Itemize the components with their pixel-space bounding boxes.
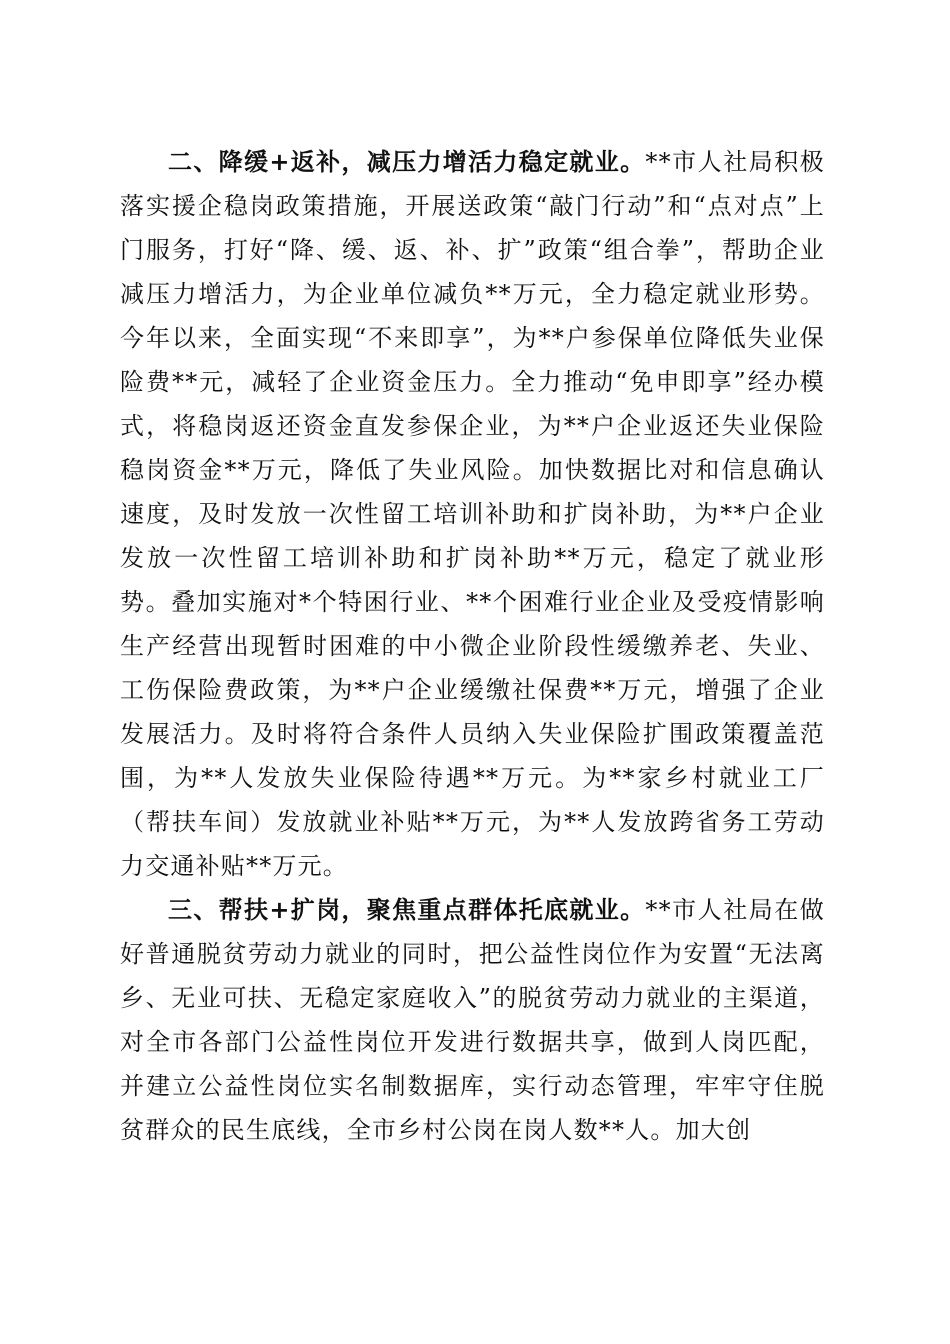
section-body-text: **市人社局积极落实援企稳岗政策措施，开展送政策“敲门行动”和“点对点”上门服务，打好“降、缓、返、补、扩”政策“组合拳”，帮助企业减压力增活力，为企业单位减负**万元，全力稳定就业形势。今年以来，全面实现“不来即享”，为**户参保单位降低失业保险费**元，减轻了企业资金压力。全力推动“免申即享”经办模式，将稳岗返还资金直发参保企业，为**户企业返还失业保险稳岗资金**万元，降低了失业风险。加快数据比对和信息确认速度，及时发放一次性留工培训补助和扩岗补助，为**户企业发放一次性留工培训补助和扩岗补助**万元，稳定了就业形势。叠加实施对*个特困行业、**个困难行业企业及受疫情影响生产经营出现暂时困难的中小微企业阶段性缓缴养老、失业、工伤保险费政策，为**户企业缓缴社保费**万元，增强了企业发展活力。及时将符合条件人员纳入失业保险扩围政策覆盖范围，为**人发放失业保险待遇**万元。为**家乡村就业工厂（帮扶车间）发放就业补贴**万元，为**人发放跨省务工劳动力交通补贴**万元。 <box>120 148 825 880</box>
paragraph-section-2 <box>120 140 825 888</box>
paragraph-section-3 <box>120 888 825 1152</box>
document-body <box>120 140 825 1152</box>
section-body-text: **市人社局在做好普通脱贫劳动力就业的同时，把公益性岗位作为安置“无法离乡、无业可扶、无稳定家庭收入”的脱贫劳动力就业的主渠道，对全市各部门公益性岗位开发进行数据共享，做到人岗匹配，并建立公益性岗位实名制数据库，实行动态管理，牢牢守住脱贫群众的民生底线，全市乡村公岗在岗人数**人。加大创 <box>120 896 825 1144</box>
section-heading: 三、帮扶+扩岗，聚焦重点群体托底就业。 <box>168 896 646 924</box>
section-heading: 二、降缓+返补，减压力增活力稳定就业。 <box>168 148 646 176</box>
